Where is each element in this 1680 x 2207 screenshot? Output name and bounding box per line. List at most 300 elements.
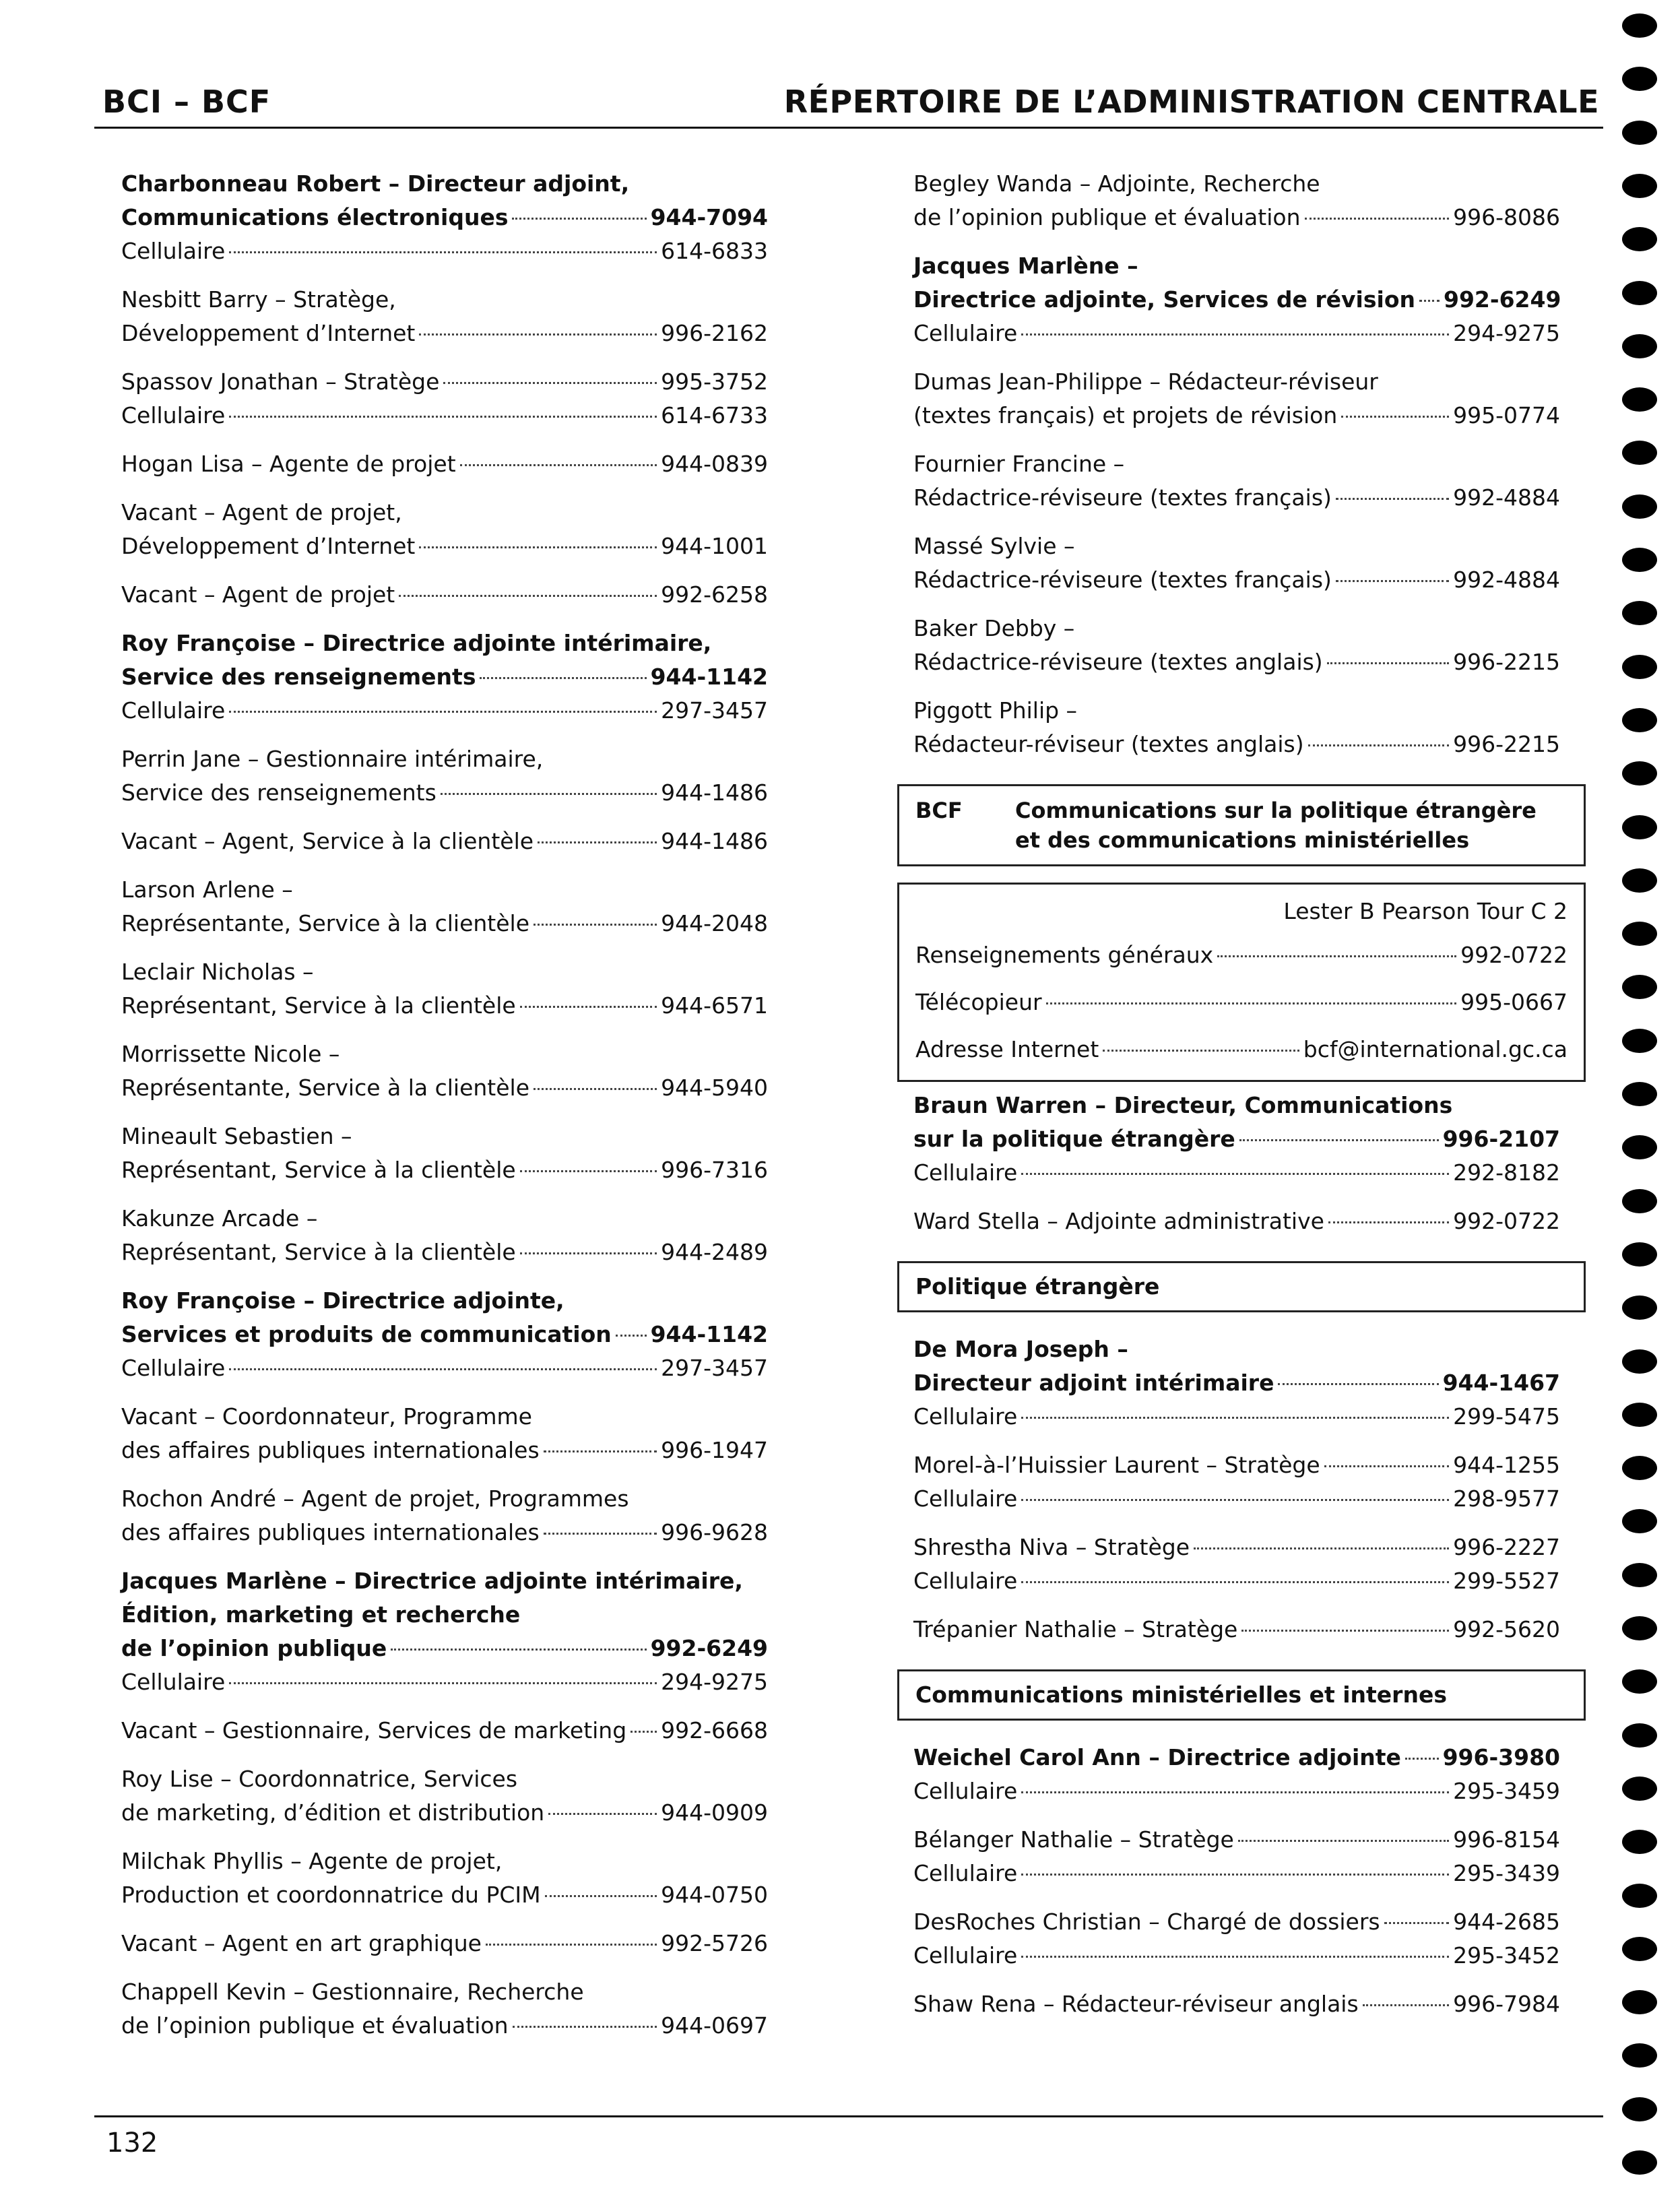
binder-hole bbox=[1622, 548, 1657, 572]
phone-number: 944-1467 bbox=[1442, 1370, 1560, 1396]
entry-line bbox=[913, 1448, 1560, 1482]
phone-number: 298-9577 bbox=[1453, 1485, 1560, 1512]
entry-line bbox=[121, 578, 768, 612]
leader-dots bbox=[1336, 580, 1449, 582]
directory-entry bbox=[121, 1845, 768, 1912]
phone-number: 992-5620 bbox=[1453, 1616, 1560, 1642]
entry-line bbox=[913, 1905, 1560, 1939]
binder-hole bbox=[1622, 1937, 1657, 1961]
directory-entry bbox=[121, 955, 768, 1023]
entry-line bbox=[121, 1927, 768, 1960]
entry-text: sur la politique étrangère bbox=[913, 1126, 1235, 1152]
leader-dots bbox=[520, 1006, 657, 1008]
binder-hole bbox=[1622, 922, 1657, 946]
directory-entry bbox=[913, 1613, 1560, 1646]
leader-dots bbox=[1103, 1050, 1299, 1052]
leader-dots bbox=[1021, 333, 1449, 335]
leader-dots bbox=[419, 546, 657, 548]
phone-number: 295-3452 bbox=[1453, 1942, 1560, 1969]
entry-line: Nesbitt Barry – Stratège, bbox=[121, 286, 396, 313]
entry-line bbox=[121, 1796, 768, 1830]
directory-entry bbox=[121, 1927, 768, 1960]
entry-text: Weichel Carol Ann – Directrice adjointe bbox=[913, 1744, 1401, 1770]
leader-dots bbox=[534, 1088, 657, 1090]
leader-dots bbox=[631, 1731, 657, 1733]
entry-line bbox=[913, 283, 1560, 317]
phone-number: 944-2685 bbox=[1453, 1909, 1560, 1935]
entry-line bbox=[121, 1665, 768, 1699]
entry-line bbox=[913, 1564, 1560, 1598]
leader-dots bbox=[1021, 1417, 1449, 1419]
entry-text: de l’opinion publique et évaluation bbox=[913, 204, 1301, 230]
leader-dots bbox=[1405, 1758, 1439, 1760]
leader-dots bbox=[1194, 1547, 1449, 1549]
entry-line bbox=[913, 728, 1560, 761]
entry-text: de l’opinion publique bbox=[121, 1635, 387, 1661]
entry-line bbox=[121, 907, 768, 940]
entry-text: (textes français) et projets de révision bbox=[913, 402, 1338, 428]
entry-text: Cellulaire bbox=[913, 1778, 1018, 1804]
entry-line bbox=[913, 1400, 1560, 1434]
directory-entry bbox=[121, 1120, 768, 1187]
entry-text: Shaw Rena – Rédacteur-réviseur anglais bbox=[913, 1991, 1359, 2017]
directory-entry bbox=[913, 1987, 1560, 2021]
binder-hole bbox=[1622, 13, 1657, 38]
binder-hole bbox=[1622, 868, 1657, 893]
leader-dots bbox=[512, 218, 646, 220]
phone-number: 996-1947 bbox=[661, 1437, 768, 1463]
entry-line: Dumas Jean-Philippe – Rédacteur-réviseur bbox=[913, 369, 1378, 395]
directory-entry bbox=[913, 365, 1560, 433]
entry-line bbox=[121, 447, 768, 481]
binder-hole bbox=[1622, 494, 1657, 519]
entry-line bbox=[121, 399, 768, 433]
entry-line bbox=[121, 1632, 768, 1665]
directory-entry bbox=[121, 1714, 768, 1748]
phone-number: 992-6258 bbox=[661, 581, 768, 608]
entry-line bbox=[121, 1071, 768, 1105]
bcf-section-code: BCF bbox=[915, 798, 963, 823]
leader-dots bbox=[1324, 1465, 1449, 1467]
entry-line bbox=[913, 645, 1560, 679]
directory-entry bbox=[913, 530, 1560, 597]
entry-text: Communications électroniques bbox=[121, 204, 509, 230]
binder-hole bbox=[1622, 1242, 1657, 1267]
entry-text: Représentante, Service à la clientèle bbox=[121, 1075, 530, 1101]
entry-text: Services et produits de communication bbox=[121, 1321, 612, 1347]
entry-text: Représentante, Service à la clientèle bbox=[121, 910, 530, 936]
leader-dots bbox=[460, 464, 657, 466]
header-left: BCI – BCF bbox=[102, 84, 271, 120]
entry-line: Milchak Phyllis – Agente de projet, bbox=[121, 1848, 503, 1874]
entry-text: Vacant – Agent de projet bbox=[121, 581, 395, 608]
binder-hole bbox=[1622, 387, 1657, 412]
entry-line bbox=[913, 1857, 1560, 1890]
phone-number: 944-1255 bbox=[1453, 1452, 1560, 1478]
binder-hole bbox=[1622, 1135, 1657, 1159]
entry-line: Piggott Philip – bbox=[913, 697, 1078, 724]
entry-line: Vacant – Coordonnateur, Programme bbox=[121, 1403, 532, 1430]
phone-number: 299-5527 bbox=[1453, 1568, 1560, 1594]
entry-text: Cellulaire bbox=[913, 1860, 1018, 1886]
leader-dots bbox=[1278, 1383, 1438, 1385]
leader-dots bbox=[544, 1533, 657, 1535]
entry-line bbox=[913, 1205, 1560, 1238]
footer-rule bbox=[94, 2115, 1603, 2117]
entry-line: Roy Lise – Coordonnatrice, Services bbox=[121, 1766, 518, 1792]
entry-line: Vacant – Agent de projet, bbox=[121, 499, 402, 525]
entry-line bbox=[121, 989, 768, 1023]
entry-line bbox=[121, 201, 768, 234]
leader-dots bbox=[486, 1944, 657, 1946]
entry-text: Cellulaire bbox=[913, 1568, 1018, 1594]
entry-line bbox=[121, 1878, 768, 1912]
entry-line bbox=[121, 1516, 768, 1549]
entry-line: Begley Wanda – Adjointe, Recherche bbox=[913, 170, 1320, 197]
entry-text: Cellulaire bbox=[121, 697, 226, 724]
binder-hole bbox=[1622, 1563, 1657, 1587]
leader-dots bbox=[1239, 1139, 1439, 1141]
directory-entry bbox=[121, 742, 768, 810]
leader-dots bbox=[1021, 1956, 1449, 1958]
binder-hole bbox=[1622, 1830, 1657, 1854]
entry-text: Ward Stella – Adjointe administrative bbox=[913, 1208, 1324, 1234]
entry-text: Cellulaire bbox=[913, 1159, 1018, 1186]
phone-number: 996-7984 bbox=[1453, 1991, 1560, 2017]
binder-hole bbox=[1622, 655, 1657, 679]
info-label: Télécopieur bbox=[915, 989, 1042, 1015]
phone-number: 944-1001 bbox=[661, 533, 768, 559]
leader-dots bbox=[480, 677, 646, 679]
entry-line: Jacques Marlène – bbox=[913, 253, 1138, 279]
entry-text: Cellulaire bbox=[913, 1485, 1018, 1512]
leader-dots bbox=[229, 251, 657, 253]
entry-text: Morel-à-l’Huissier Laurent – Stratège bbox=[913, 1452, 1320, 1478]
entry-text: Cellulaire bbox=[913, 1403, 1018, 1430]
phone-number: 944-5940 bbox=[661, 1075, 768, 1101]
directory-entry bbox=[121, 627, 768, 728]
bcf-section-box bbox=[897, 784, 1586, 866]
entry-line: Braun Warren – Directeur, Communications bbox=[913, 1092, 1453, 1118]
leader-dots bbox=[544, 1450, 657, 1452]
right-mid-entries bbox=[913, 1089, 1560, 1238]
entry-line bbox=[121, 365, 768, 399]
binder-hole bbox=[1622, 1669, 1657, 1694]
phone-number: 294-9275 bbox=[1453, 320, 1560, 346]
leader-dots bbox=[443, 382, 657, 384]
phone-number: 299-5475 bbox=[1453, 1403, 1560, 1430]
entry-line bbox=[121, 2009, 768, 2043]
leader-dots bbox=[1238, 1840, 1449, 1842]
entry-text: Cellulaire bbox=[913, 320, 1018, 346]
entry-line bbox=[121, 1714, 768, 1748]
entry-text: Cellulaire bbox=[121, 1669, 226, 1695]
entry-line bbox=[913, 399, 1560, 433]
phone-number: 996-9628 bbox=[661, 1519, 768, 1545]
leader-dots bbox=[1363, 2004, 1449, 2006]
leader-dots bbox=[538, 841, 657, 843]
entry-line bbox=[913, 1939, 1560, 1973]
info-value: 992-0722 bbox=[1460, 942, 1568, 968]
directory-entry bbox=[913, 447, 1560, 515]
entry-text: Directrice adjointe, Services de révision bbox=[913, 286, 1415, 313]
phone-number: 944-1142 bbox=[650, 1321, 768, 1347]
binder-hole bbox=[1622, 67, 1657, 91]
leader-dots bbox=[229, 1368, 657, 1370]
entry-line: Baker Debby – bbox=[913, 615, 1075, 641]
directory-entry bbox=[121, 496, 768, 563]
leader-dots bbox=[1305, 218, 1450, 220]
leader-dots bbox=[1021, 1173, 1449, 1175]
directory-entry bbox=[913, 694, 1560, 761]
phone-number: 992-0722 bbox=[1453, 1208, 1560, 1234]
entry-text: Service des renseignements bbox=[121, 779, 437, 806]
phone-number: 292-8182 bbox=[1453, 1159, 1560, 1186]
communications-section-box bbox=[897, 1669, 1586, 1721]
leader-dots bbox=[391, 1649, 646, 1651]
entry-text: Trépanier Nathalie – Stratège bbox=[913, 1616, 1238, 1642]
leader-dots bbox=[520, 1170, 657, 1172]
phone-number: 996-2215 bbox=[1453, 731, 1560, 757]
phone-number: 944-2489 bbox=[661, 1239, 768, 1265]
entry-line bbox=[913, 1122, 1560, 1156]
phone-number: 295-3459 bbox=[1453, 1778, 1560, 1804]
entry-text: Bélanger Nathalie – Stratège bbox=[913, 1826, 1234, 1853]
phone-number: 992-6249 bbox=[650, 1635, 768, 1661]
directory-entry bbox=[913, 1089, 1560, 1190]
leader-dots bbox=[1021, 1791, 1449, 1793]
leader-dots bbox=[1384, 1922, 1450, 1924]
leader-dots bbox=[548, 1813, 657, 1815]
phone-number: 294-9275 bbox=[661, 1669, 768, 1695]
header-rule bbox=[94, 127, 1603, 129]
leader-dots bbox=[513, 2026, 657, 2028]
leader-dots bbox=[616, 1335, 647, 1337]
binder-hole bbox=[1622, 1349, 1657, 1374]
phone-number: 944-7094 bbox=[650, 204, 768, 230]
entry-line bbox=[913, 1531, 1560, 1564]
entry-line bbox=[121, 530, 768, 563]
binder-hole bbox=[1622, 1616, 1657, 1640]
leader-dots bbox=[229, 1682, 657, 1684]
leader-dots bbox=[1021, 1581, 1449, 1583]
entry-text: Service des renseignements bbox=[121, 664, 476, 690]
entry-text: Rédactrice-réviseure (textes anglais) bbox=[913, 649, 1323, 675]
phone-number: 614-6833 bbox=[661, 238, 768, 264]
leader-dots bbox=[1341, 416, 1449, 418]
entry-text: de l’opinion publique et évaluation bbox=[121, 2012, 509, 2039]
phone-number: 996-2227 bbox=[1453, 1534, 1560, 1560]
entry-line bbox=[913, 1987, 1560, 2021]
leader-dots bbox=[1021, 1499, 1449, 1501]
phone-number: 944-0839 bbox=[661, 451, 768, 477]
entry-line: Kakunze Arcade – bbox=[121, 1205, 318, 1232]
directory-entry bbox=[913, 1448, 1560, 1516]
leader-dots bbox=[1328, 1221, 1449, 1223]
binder-hole bbox=[1622, 174, 1657, 198]
entry-text: Développement d’Internet bbox=[121, 533, 416, 559]
entry-line bbox=[913, 1741, 1560, 1774]
entry-line bbox=[121, 1351, 768, 1385]
phone-number: 996-8154 bbox=[1453, 1826, 1560, 1853]
binder-hole bbox=[1622, 708, 1657, 732]
leader-dots bbox=[399, 595, 657, 597]
phone-number: 996-8086 bbox=[1453, 204, 1560, 230]
info-row bbox=[915, 932, 1568, 979]
binder-hole bbox=[1622, 1777, 1657, 1801]
entry-line bbox=[913, 563, 1560, 597]
entry-line: Charbonneau Robert – Directeur adjoint, bbox=[121, 170, 630, 197]
phone-number: 944-1486 bbox=[661, 779, 768, 806]
directory-entry bbox=[913, 1333, 1560, 1434]
entry-text: Rédactrice-réviseure (textes français) bbox=[913, 567, 1332, 593]
entry-line: De Mora Joseph – bbox=[913, 1336, 1128, 1362]
directory-entry bbox=[121, 1400, 768, 1467]
entry-text: des affaires publiques internationales bbox=[121, 1437, 540, 1463]
leader-dots bbox=[1217, 955, 1456, 957]
entry-line bbox=[121, 776, 768, 810]
entry-line: Morrissette Nicole – bbox=[121, 1041, 340, 1067]
info-label: Renseignements généraux bbox=[915, 942, 1214, 968]
binder-hole bbox=[1622, 1723, 1657, 1748]
entry-text: Vacant – Gestionnaire, Services de marketing bbox=[121, 1717, 627, 1744]
entry-text: Représentant, Service à la clientèle bbox=[121, 1239, 516, 1265]
leader-dots bbox=[534, 924, 657, 926]
phone-number: 944-2048 bbox=[661, 910, 768, 936]
entry-line: Rochon André – Agent de projet, Programmes bbox=[121, 1485, 629, 1512]
directory-entry bbox=[121, 365, 768, 433]
communications-section-title: Communications ministérielles et internes bbox=[915, 1682, 1447, 1708]
entry-line: Perrin Jane – Gestionnaire intérimaire, bbox=[121, 746, 544, 772]
entry-line bbox=[913, 317, 1560, 350]
entry-line: Larson Arlene – bbox=[121, 876, 293, 903]
entry-line: Édition, marketing et recherche bbox=[121, 1601, 521, 1628]
bcf-address: Lester B Pearson Tour C 2 bbox=[1283, 898, 1568, 924]
leader-dots bbox=[520, 1252, 657, 1254]
entry-line bbox=[913, 1156, 1560, 1190]
leader-dots bbox=[545, 1895, 657, 1897]
directory-entry bbox=[121, 578, 768, 612]
entry-line bbox=[913, 1482, 1560, 1516]
phone-number: 295-3439 bbox=[1453, 1860, 1560, 1886]
binder-hole bbox=[1622, 2150, 1657, 2175]
bcf-info-box bbox=[897, 883, 1586, 1082]
info-value: bcf@international.gc.ca bbox=[1303, 1036, 1568, 1062]
phone-number: 996-7316 bbox=[661, 1157, 768, 1183]
directory-entry bbox=[913, 1205, 1560, 1238]
binder-hole bbox=[1622, 601, 1657, 625]
entry-text: DesRoches Christian – Chargé de dossiers bbox=[913, 1909, 1380, 1935]
directory-entry bbox=[913, 249, 1560, 350]
entry-line: Roy Françoise – Directrice adjointe intérimaire, bbox=[121, 630, 712, 656]
communications-entries bbox=[913, 1741, 1560, 2021]
entry-text: Directeur adjoint intérimaire bbox=[913, 1370, 1274, 1396]
leader-dots bbox=[419, 333, 657, 335]
phone-number: 996-2107 bbox=[1442, 1126, 1560, 1152]
binder-hole bbox=[1622, 1990, 1657, 2014]
entry-text: Représentant, Service à la clientèle bbox=[121, 992, 516, 1019]
phone-number: 297-3457 bbox=[661, 697, 768, 724]
phone-number: 996-3980 bbox=[1442, 1744, 1560, 1770]
phone-number: 992-6249 bbox=[1443, 286, 1561, 313]
binder-hole bbox=[1622, 2097, 1657, 2121]
entry-text: de marketing, d’édition et distribution bbox=[121, 1799, 545, 1826]
phone-number: 944-0697 bbox=[661, 2012, 768, 2039]
entry-text: Développement d’Internet bbox=[121, 320, 416, 346]
entry-line bbox=[913, 1366, 1560, 1400]
entry-text: Production et coordonnatrice du PCIM bbox=[121, 1882, 541, 1908]
phone-number: 944-0909 bbox=[661, 1799, 768, 1826]
phone-number: 944-0750 bbox=[661, 1882, 768, 1908]
directory-entry bbox=[121, 1482, 768, 1549]
directory-entry bbox=[121, 1202, 768, 1269]
leader-dots bbox=[441, 793, 657, 795]
entry-text: Cellulaire bbox=[121, 1355, 226, 1381]
entry-text: Vacant – Agent, Service à la clientèle bbox=[121, 828, 534, 854]
entry-line bbox=[121, 660, 768, 694]
entry-line bbox=[913, 1823, 1560, 1857]
entry-text: Cellulaire bbox=[121, 238, 226, 264]
politique-section-box bbox=[897, 1261, 1586, 1312]
phone-number: 996-2215 bbox=[1453, 649, 1560, 675]
entry-text: des affaires publiques internationales bbox=[121, 1519, 540, 1545]
leader-dots bbox=[1021, 1874, 1449, 1876]
leader-dots bbox=[1308, 744, 1450, 746]
left-column bbox=[121, 167, 768, 2057]
info-row bbox=[915, 1026, 1568, 1073]
phone-number: 995-3752 bbox=[661, 369, 768, 395]
entry-line bbox=[121, 317, 768, 350]
directory-entry bbox=[121, 1037, 768, 1105]
directory-entry bbox=[121, 1284, 768, 1385]
binder-hole bbox=[1622, 2043, 1657, 2068]
binder-hole bbox=[1622, 1082, 1657, 1106]
directory-entry bbox=[913, 1741, 1560, 1808]
directory-entry bbox=[913, 1531, 1560, 1598]
directory-entry bbox=[121, 1975, 768, 2043]
phone-number: 297-3457 bbox=[661, 1355, 768, 1381]
entry-text: Hogan Lisa – Agente de projet bbox=[121, 451, 456, 477]
phone-number: 996-2162 bbox=[661, 320, 768, 346]
binder-hole bbox=[1622, 1403, 1657, 1427]
entry-text: Rédacteur-réviseur (textes anglais) bbox=[913, 731, 1304, 757]
binder-hole bbox=[1622, 227, 1657, 251]
directory-entry bbox=[121, 167, 768, 268]
entry-line: Leclair Nicholas – bbox=[121, 959, 314, 985]
bcf-section-title-line2: et des communications ministérielles bbox=[1015, 827, 1470, 853]
entry-text: Cellulaire bbox=[121, 402, 226, 428]
directory-entry bbox=[913, 167, 1560, 234]
entry-line: Fournier Francine – bbox=[913, 451, 1125, 477]
entry-line bbox=[121, 1318, 768, 1351]
binder-hole bbox=[1622, 815, 1657, 839]
binder-hole bbox=[1622, 1189, 1657, 1213]
directory-entry bbox=[121, 825, 768, 858]
entry-line bbox=[121, 234, 768, 268]
politique-entries bbox=[913, 1333, 1560, 1646]
right-top-entries bbox=[913, 167, 1560, 761]
binder-hole bbox=[1622, 334, 1657, 358]
directory-entry bbox=[913, 1823, 1560, 1890]
directory-entry bbox=[121, 873, 768, 940]
entry-line bbox=[121, 1434, 768, 1467]
phone-number: 992-5726 bbox=[661, 1930, 768, 1956]
phone-number: 944-1142 bbox=[650, 664, 768, 690]
entry-text: Rédactrice-réviseure (textes français) bbox=[913, 484, 1332, 511]
directory-entry bbox=[913, 612, 1560, 679]
entry-line bbox=[913, 201, 1560, 234]
right-column bbox=[913, 167, 1568, 2036]
